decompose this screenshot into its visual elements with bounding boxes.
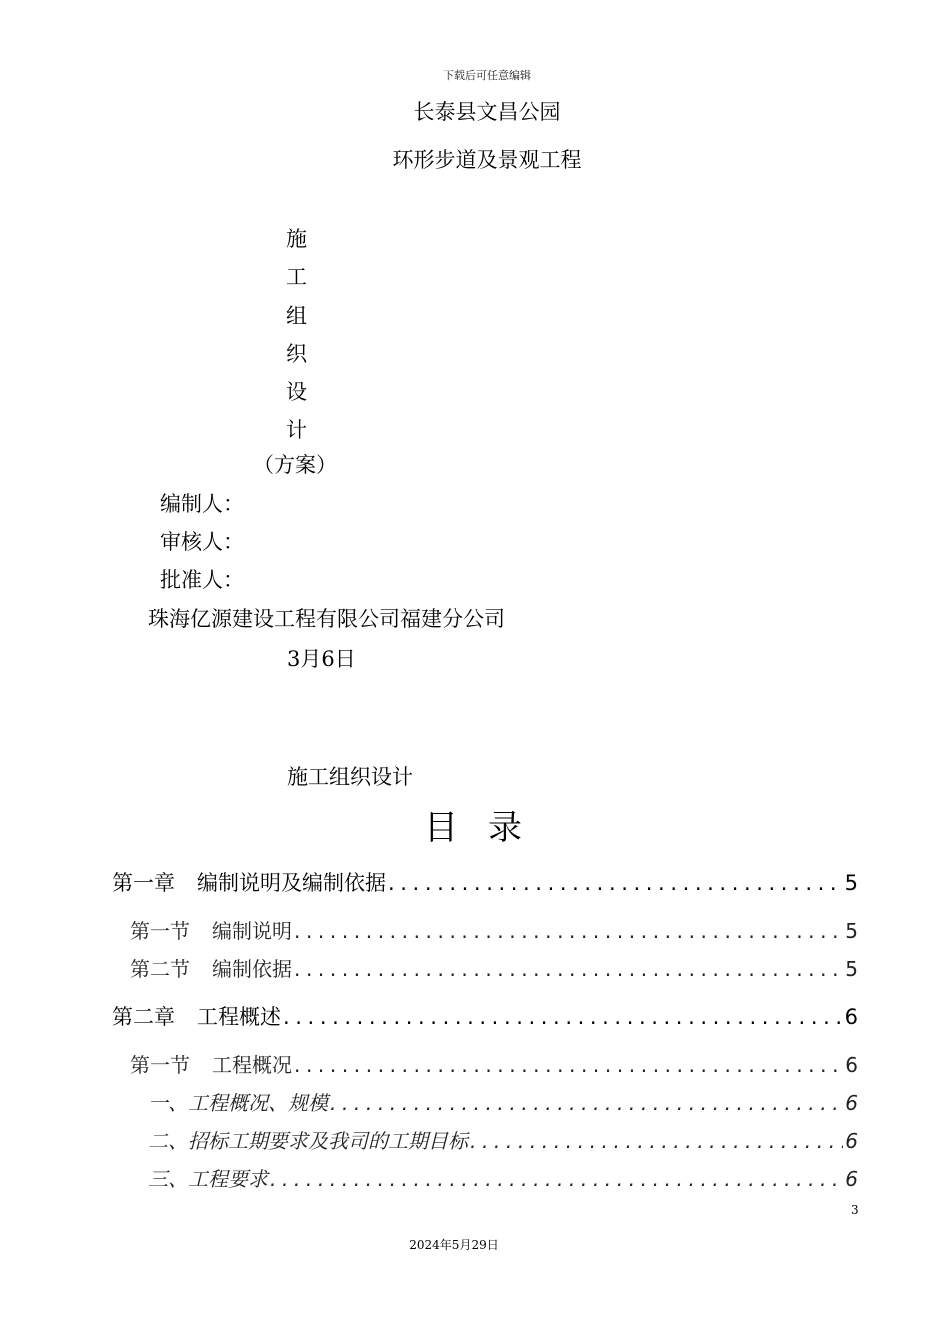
vertical-title-char: 施 (286, 227, 307, 251)
plan-label: （方案） (253, 453, 337, 477)
toc-entry-page: 5 (845, 919, 858, 943)
vertical-title-char: 组 (286, 303, 307, 328)
toc-title: 目录 (424, 808, 552, 848)
vertical-title-char: 工 (286, 265, 307, 290)
toc-entry[interactable] (130, 1049, 858, 1078)
reviewer-label: 审核人： (160, 530, 244, 554)
toc-leader-dots (294, 957, 843, 981)
toc-leader-dots (470, 1129, 843, 1153)
toc-entry[interactable] (112, 867, 858, 897)
toc-entry-title: 工程概述 (197, 1005, 281, 1029)
toc-leader-dots (294, 1053, 843, 1077)
toc-entry-number: 第一节 (130, 1053, 190, 1077)
toc-entry-number: 第一节 (130, 919, 190, 943)
toc-entry-page: 6 (845, 1129, 858, 1153)
toc-entry-page: 6 (845, 1053, 858, 1077)
toc-leader-dots (330, 1091, 843, 1115)
project-title-line1: 长泰县文昌公园 (413, 100, 561, 124)
vertical-title-char: 计 (286, 418, 307, 443)
toc-entry-page: 6 (845, 1091, 858, 1115)
toc-entry[interactable] (130, 953, 858, 982)
toc-entry-title: 三、工程要求 (148, 1167, 268, 1191)
toc-entry-page: 5 (845, 957, 858, 981)
project-title-line2: 环形步道及景观工程 (392, 148, 582, 172)
toc-entry-page: 6 (844, 1005, 858, 1029)
compiler-label: 编制人： (160, 492, 244, 516)
toc-heading: 施工组织设计 (287, 765, 413, 789)
toc-entry[interactable] (148, 1125, 858, 1154)
toc-entry-page: 6 (845, 1167, 858, 1191)
toc-entry-title: 一、工程概况、规模 (148, 1091, 328, 1115)
toc-entry[interactable] (130, 915, 858, 944)
company-name: 珠海亿源建设工程有限公司福建分公司 (148, 607, 505, 631)
toc-entry-title: 编制说明 (212, 919, 292, 943)
header-note: 下载后可任意编辑 (443, 69, 531, 82)
toc-entry[interactable] (148, 1087, 858, 1116)
toc-entry-page: 5 (844, 871, 858, 895)
toc-leader-dots (283, 1005, 843, 1029)
page-number: 3 (851, 1203, 859, 1217)
toc-entry-title: 二、招标工期要求及我司的工期目标 (148, 1129, 468, 1153)
toc-leader-dots (294, 919, 843, 943)
toc-entry[interactable] (148, 1163, 858, 1192)
toc-entry[interactable] (112, 1001, 858, 1031)
toc-leader-dots (388, 871, 843, 895)
toc-entry-title: 编制说明及编制依据 (197, 871, 386, 895)
vertical-title-char: 织 (286, 341, 307, 366)
vertical-title-char: 设 (286, 380, 307, 405)
toc-entry-number: 第二节 (130, 957, 190, 981)
vertical-document-title (286, 220, 307, 450)
toc-leader-dots (270, 1167, 843, 1191)
footer-date: 2024年5月29日 (409, 1238, 499, 1252)
toc-entry-number: 第一章 (112, 871, 175, 895)
document-date: 3月6日 (287, 647, 356, 671)
approver-label: 批准人： (160, 568, 244, 592)
toc-entry-title: 编制依据 (212, 957, 292, 981)
toc-entry-number: 第二章 (112, 1005, 175, 1029)
toc-entry-title: 工程概况 (212, 1053, 292, 1077)
